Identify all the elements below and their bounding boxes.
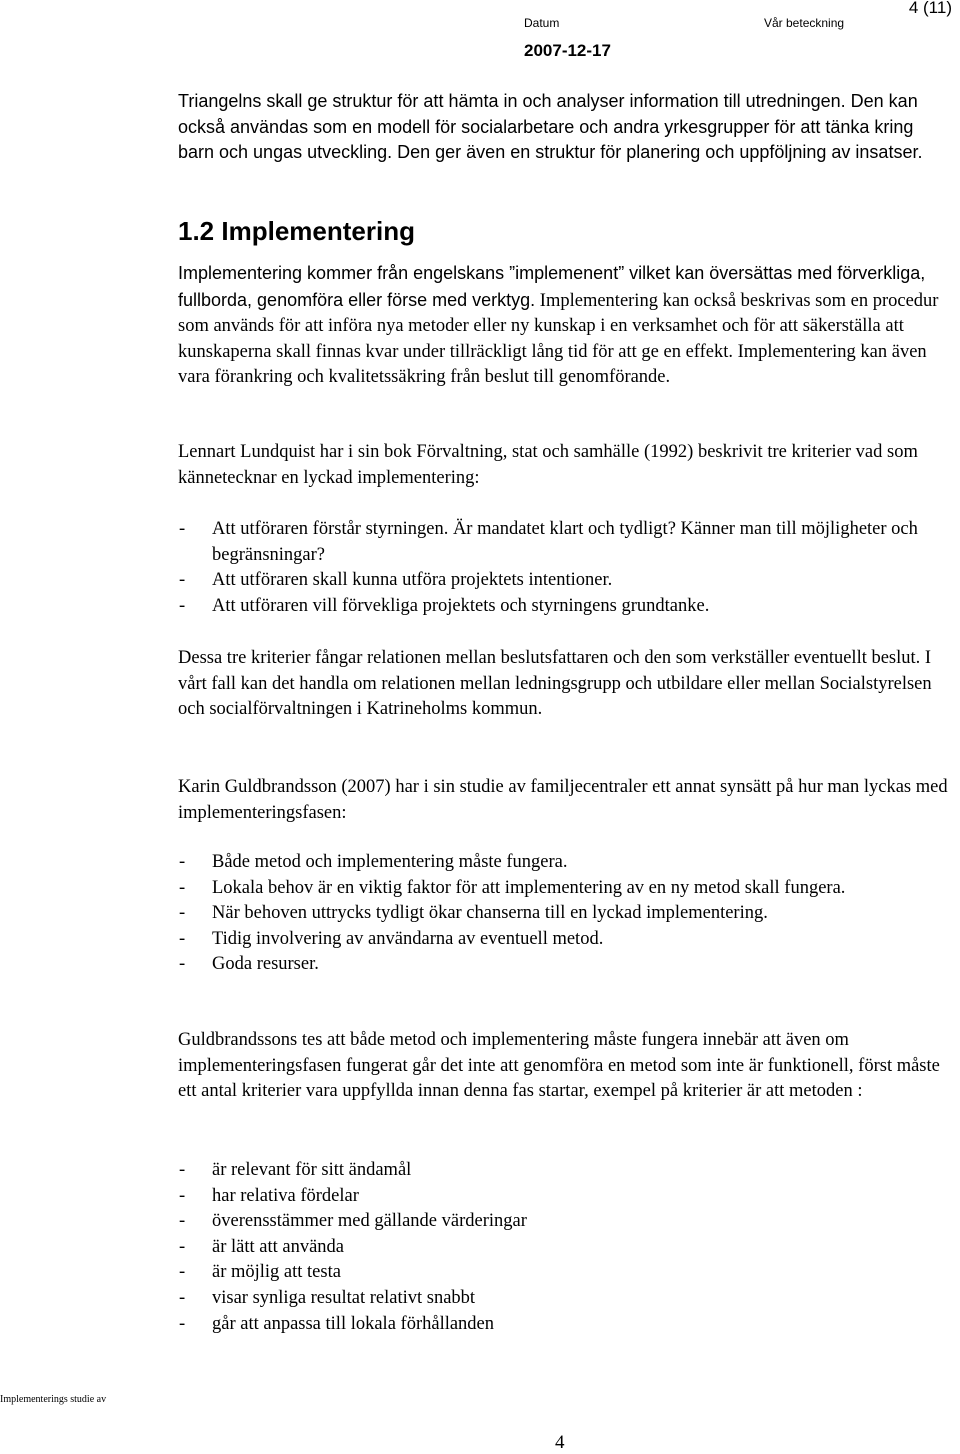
thesis-paragraph: Guldbrandssons tes att både metod och implementering måste fungera innebär att även om implementeringsfasen fungerat går det inte att genomföra en metod som inte är funktionell, först måste ett antal kriterier vara uppfyllda innan denna fas startar, exempel på kriterier är att metoden : (178, 1030, 940, 1102)
list-item: - Lokala behov är en viktig faktor för att implementering av en ny metod skall fungera. (178, 876, 953, 902)
section-heading: 1.2 Implementering (178, 216, 415, 246)
list-item: - är relevant för sitt ändamål (178, 1158, 953, 1184)
footer-page-number: 4 (555, 1432, 565, 1453)
list-item: - överensstämmer med gällande värderingar (178, 1209, 953, 1235)
lundquist-paragraph: Lennart Lundquist har i sin bok Förvaltning, stat och samhälle (1992) beskrivit tre kriterier vad som kännetecknar en lyckad implementering: (178, 442, 918, 488)
procedure-text: Implementering kan också beskrivas som en procedur som används för att införa nya metoder eller ny kunskap i en verksamhet och för att säkerställa att kunskaperna skall finnas kvar under tillräckligt lång tid för att ge en effekt. Implementering kan även vara förankring och kvalitetssäkring från beslut till genomförande. (178, 290, 939, 388)
guldbrandsson-factors-list (178, 850, 953, 978)
list-item: - Både metod och implementering måste fungera. (178, 850, 953, 876)
list-item: - Tidig involvering av användarna av eventuell metod. (178, 927, 953, 953)
document-date: 2007-12-17 (524, 41, 611, 60)
list-item: - går att anpassa till lokala förhållanden (178, 1312, 953, 1338)
list-item: - När behoven uttrycks tydligt ökar chanserna till en lyckad implementering. (178, 901, 953, 927)
beteckning-label: Vår beteckning (764, 16, 845, 30)
datum-label: Datum (524, 16, 560, 30)
lundquist-criteria-list (178, 517, 953, 619)
footer-running-text: Implementerings studie av (0, 1394, 107, 1405)
guldbrandsson-paragraph: Karin Guldbrandsson (2007) har i sin studie av familjecentraler ett annat synsätt på hur man lyckas med implementeringsfasen: (178, 777, 948, 823)
page-indicator: 4 (11) (908, 0, 952, 17)
list-item: - Att utföraren förstår styrningen. Är mandatet klart och tydligt? Känner man till möjligheter och begränsningar? (178, 517, 953, 568)
definition-text: Implementering kommer från engelskans ”implemenent” vilket kan översättas med förverkliga, fullborda, genomföra eller förse med verktyg. (178, 263, 926, 310)
list-item: - är lätt att använda (178, 1235, 953, 1261)
list-item: - är möjlig att testa (178, 1260, 953, 1286)
list-item: - Goda resurser. (178, 952, 953, 978)
intro-paragraph: Triangelns skall ge struktur för att hämta in och analyser information till utredningen. Den kan också användas som en modell för socialarbetare och andra yrkesgrupper för att tänka kring barn och ungas utveckling. Den ger även en struktur för planering och uppföljning av insatser. (178, 91, 923, 162)
list-item: - Att utföraren vill förvekliga projektets och styrningens grundtanke. (178, 594, 953, 620)
list-item: - Att utföraren skall kunna utföra projektets intentioner. (178, 568, 953, 594)
list-item: - visar synliga resultat relativt snabbt (178, 1286, 953, 1312)
list-item: - har relativa fördelar (178, 1184, 953, 1210)
relation-paragraph: Dessa tre kriterier fångar relationen mellan beslutsfattaren och den som verkställer eventuellt beslut. I vårt fall kan det handla om relationen mellan ledningsgrupp och utbildare eller mellan Socialstyrelsen och socialförvaltningen i Katrineholms kommun. (178, 648, 932, 720)
method-criteria-list (178, 1158, 953, 1337)
implementation-definition-paragraph (178, 261, 953, 391)
